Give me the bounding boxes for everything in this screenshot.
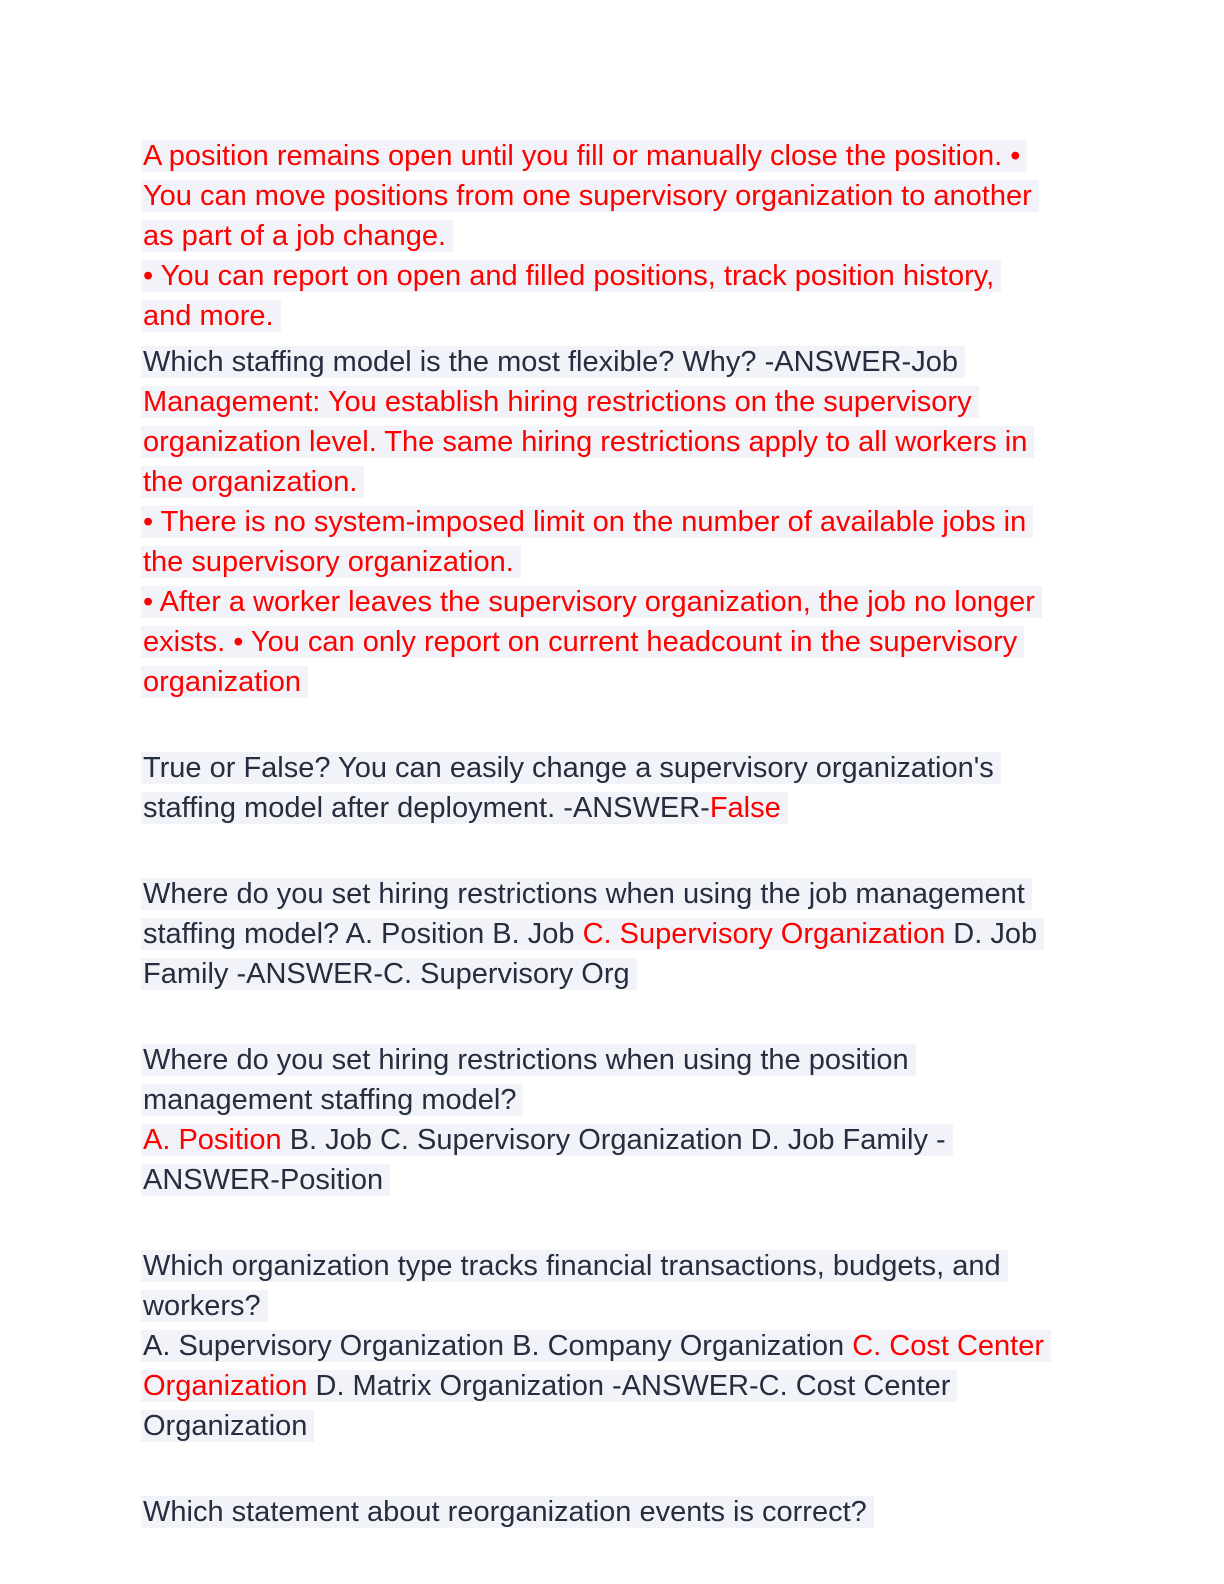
highlighted-text [141,1370,957,1402]
question-text-segment: B. Job C. Supervisory Organization D. Job Family - [281,1124,946,1156]
text-line [141,1366,1166,1406]
highlighted-text [141,586,1042,618]
question-text-segment: Where do you set hiring restrictions when using the position [143,1044,909,1076]
question-text-segment: D. Job [945,918,1038,950]
text-line [141,462,1166,502]
text-line [141,1160,1166,1200]
highlighted-text [141,220,453,252]
highlighted-text [141,546,521,578]
highlighted-text [141,1084,523,1116]
answer-text-segment: organization level. The same hiring restrictions apply to all workers in [143,426,1028,458]
highlighted-text [141,386,979,418]
position-management-notes [141,136,1166,336]
text-line [141,296,1166,336]
highlighted-text [141,1290,268,1322]
answer-text-segment: as part of a job change. [143,220,447,252]
question-most-flexible-staffing-model [141,342,1166,702]
highlighted-text [141,626,1024,658]
text-line [141,622,1166,662]
question-text-segment: Which organization type tracks financial transactions, budgets, and [143,1250,1001,1282]
answer-text-segment: A. Position [143,1124,282,1156]
question-text-segment: D. Matrix Organization -ANSWER-C. Cost Center [307,1370,951,1402]
highlighted-text [141,958,637,990]
text-line [141,136,1166,176]
answer-text-segment: Management: You establish hiring restrictions on the supervisory [143,386,972,418]
highlighted-text [141,878,1032,910]
question-text-segment: workers? [143,1290,261,1322]
highlighted-text [141,260,1001,292]
answer-text-segment: organization [143,666,301,698]
question-text-segment: Organization [143,1410,308,1442]
highlighted-text [141,180,1039,212]
question-text-segment: staffing model? A. Position B. Job [143,918,583,950]
highlighted-text [141,1124,953,1156]
answer-text-segment: the organization. [143,466,358,498]
answer-text-segment: Organization [143,1370,308,1402]
answer-text-segment: False [709,792,781,824]
highlighted-text [141,140,1027,172]
highlighted-text [141,1496,874,1528]
text-line [141,1080,1166,1120]
answer-text-segment: You can move positions from one supervisory organization to another [143,180,1032,212]
highlighted-text [141,1044,916,1076]
question-text-segment: management staffing model? [143,1084,517,1116]
answer-text-segment: • There is no system-imposed limit on the number of available jobs in [143,506,1027,538]
text-line [141,662,1166,702]
highlighted-text [141,1250,1008,1282]
text-line [141,1246,1166,1286]
text-line [141,1040,1166,1080]
question-reorganization-events [141,1492,1166,1532]
text-line [141,914,1166,954]
highlighted-text [141,346,965,378]
answer-text-segment: C. Cost Center [852,1330,1045,1362]
question-text-segment: Where do you set hiring restrictions when using the job management [143,878,1025,910]
text-line [141,422,1166,462]
highlighted-text [141,1164,390,1196]
answer-text-segment: and more. [143,300,274,332]
highlighted-text [141,466,364,498]
answer-text-segment: exists. • You can only report on current headcount in the supervisory [143,626,1018,658]
answer-text-segment: C. Supervisory Organization [582,918,946,950]
highlighted-text [141,1410,314,1442]
text-line [141,874,1166,914]
text-line [141,1286,1166,1326]
text-line [141,502,1166,542]
question-text-segment: Which staffing model is the most flexible? Why? -ANSWER-Job [143,346,958,378]
document-text-content [141,136,1166,1532]
highlighted-text [141,1330,1051,1362]
text-line [141,954,1166,994]
text-line [141,748,1166,788]
text-line [141,582,1166,622]
answer-text-segment: A position remains open until you fill or manually close the position. • [143,140,1021,172]
text-line [141,1492,1166,1532]
question-text-segment: staffing model after deployment. -ANSWER- [143,792,710,824]
text-line [141,1326,1166,1366]
highlighted-text [141,752,1001,784]
question-text-segment: Family -ANSWER-C. Supervisory Org [143,958,630,990]
text-line [141,788,1166,828]
text-line [141,216,1166,256]
highlighted-text [141,300,281,332]
question-organization-type-financial [141,1246,1166,1446]
question-text-segment: ANSWER-Position [143,1164,384,1196]
text-line [141,176,1166,216]
highlighted-text [141,666,308,698]
highlighted-text [141,792,788,824]
question-hiring-restrictions-position-management [141,1040,1166,1200]
question-text-segment: True or False? You can easily change a supervisory organization's [143,752,994,784]
question-text-segment: A. Supervisory Organization B. Company Organization [143,1330,853,1362]
text-line [141,542,1166,582]
text-line [141,382,1166,422]
answer-text-segment: • After a worker leaves the supervisory organization, the job no longer [143,586,1035,618]
highlighted-text [141,506,1033,538]
answer-text-segment: the supervisory organization. [143,546,514,578]
text-line [141,1406,1166,1446]
text-line [141,342,1166,382]
question-true-false-staffing-model-change [141,748,1166,828]
question-text-segment: Which statement about reorganization events is correct? [143,1496,867,1528]
highlighted-text [141,426,1034,458]
question-hiring-restrictions-job-management [141,874,1166,994]
answer-text-segment: • You can report on open and filled positions, track position history, [143,260,995,292]
text-line [141,256,1166,296]
text-line [141,1120,1166,1160]
highlighted-text [141,918,1044,950]
